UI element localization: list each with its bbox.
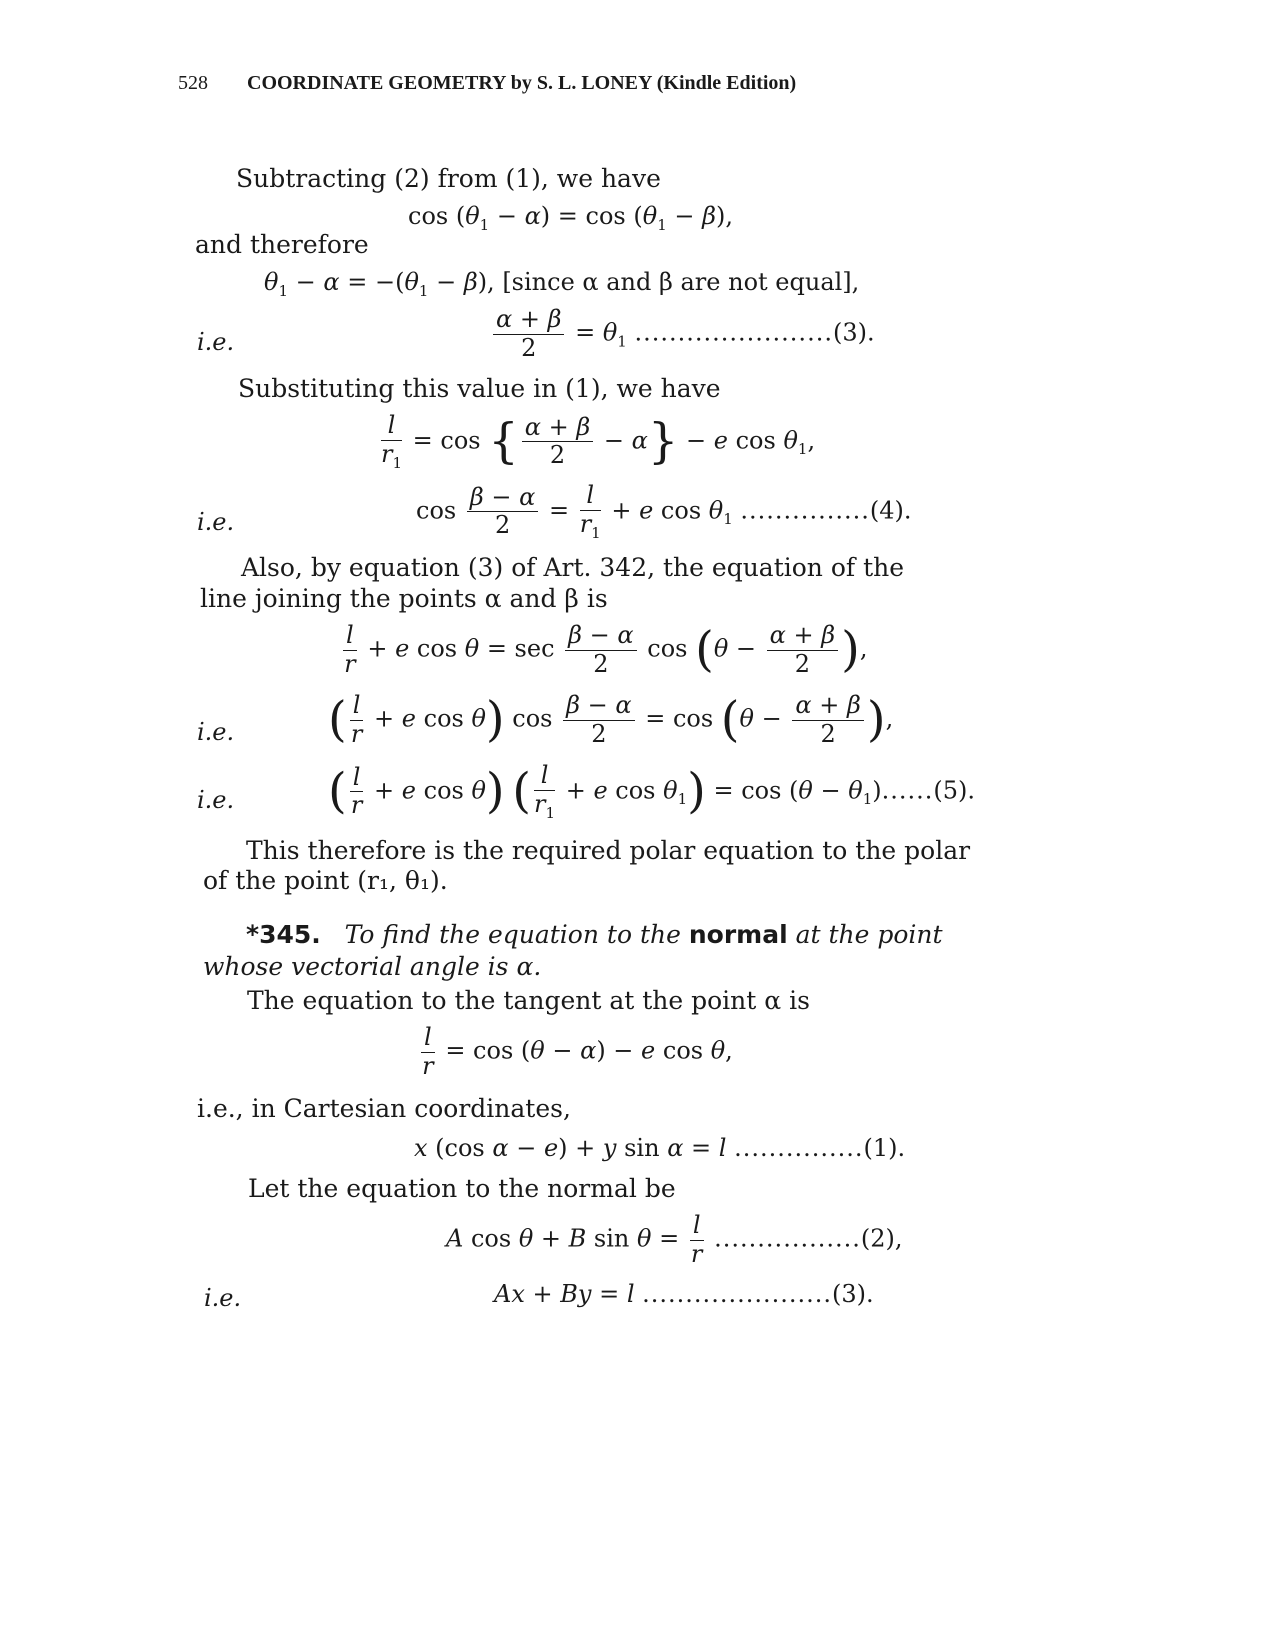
equation-number-5: (5). <box>933 776 976 805</box>
equation-2: A cos θ + B sin θ = $\frac{l}{r}$ .................(2), <box>446 1211 903 1268</box>
article-heading-line2: whose vectorial angle is α. <box>203 952 542 981</box>
article-heading <box>246 920 943 949</box>
since-note: [since α and β are not equal], <box>502 268 860 296</box>
paragraph-ie-cartesian: i.e., in Cartesian coordinates, <box>197 1094 571 1123</box>
article-heading-text-a: To find the equation to the <box>344 920 681 949</box>
paragraph-tangent: The equation to the tangent at the point α is <box>247 986 810 1015</box>
equation-number-3: (3). <box>832 318 875 347</box>
paragraph-this-line2: of the point (r₁, θ₁). <box>203 866 448 895</box>
article-heading-text-b: at the point <box>795 920 943 949</box>
paragraph-subtracting: Subtracting (2) from (1), we have <box>236 164 661 193</box>
article-number: *345. <box>246 920 321 949</box>
paragraph-let-normal: Let the equation to the normal be <box>248 1174 676 1203</box>
page-number: 528 <box>178 72 208 94</box>
equation-4: cos $\frac{\beta - \alpha}{2}$ = $\frac{l}{r_1}$ + e $\cos \theta_1$ ...............(4). <box>416 481 912 542</box>
equation-5: ( $\frac{l}{r}$ + e cos θ) ( $\frac{l}{r_1}$ + e $\cos \theta_1) = \cos (\theta - \theta_1)......(5)$. <box>328 761 976 822</box>
equation-3: $\frac{\alpha + \beta}{2}$ = $\theta_1$ .......................(3). <box>490 306 875 362</box>
paragraph-also-line2: line joining the points α and β is <box>200 584 608 613</box>
equation-theta-relation: $\theta_1 - \alpha = -(\theta_1 - \beta)$, [since α and β are not equal], <box>264 268 860 300</box>
paragraph-also-line1: Also, by equation (3) of Art. 342, the equation of the <box>241 553 905 582</box>
ie-label: i.e. <box>197 508 235 536</box>
ie-label: i.e. <box>204 1284 242 1312</box>
equation-1: x (cos α − e) + y sin α = l ...............(1). <box>414 1134 906 1162</box>
equation-number-2: (2), <box>860 1224 903 1253</box>
equation-tangent: $\frac{l}{r}$ = cos (θ − α) − e cos θ, <box>422 1023 733 1080</box>
equation-l-over-r1: $\frac{l}{r_1}$ = cos { $\frac{\alpha + \beta}{2}$ − α} − e $\cos \theta_1$, <box>381 411 816 472</box>
equation-cos-equal: $\cos (\theta_1 - \alpha) = \cos (\theta_1 - \beta)$, <box>408 202 733 234</box>
ie-label: i.e. <box>197 718 235 746</box>
paragraph-substituting: Substituting this value in (1), we have <box>238 374 721 403</box>
equation-chord: $\frac{l}{r}$ + e cos θ = sec $\frac{\beta - \alpha}{2}$ cos (θ − $\frac{\alpha + \beta}{2}$ ), <box>344 621 868 678</box>
equation-number-3b: (3). <box>832 1280 874 1308</box>
equation-number-1: (1). <box>863 1134 906 1162</box>
paragraph-and-therefore: and therefore <box>195 230 369 259</box>
paragraph-this-line1: This therefore is the required polar equation to the polar <box>246 836 971 865</box>
equation-number-4: (4). <box>869 496 912 525</box>
ie-label: i.e. <box>197 786 235 814</box>
article-heading-bold: normal <box>688 920 788 949</box>
running-title: COORDINATE GEOMETRY by S. L. LONEY (Kindle Edition) <box>247 72 797 94</box>
equation-3-cartesian: Ax + By = l ......................(3). <box>494 1280 874 1308</box>
ie-label: i.e. <box>197 328 235 356</box>
equation-chord-rearranged: ( $\frac{l}{r}$ + e cos θ) cos $\frac{\beta - \alpha}{2}$ = cos (θ − $\frac{\alpha + \beta}{2}$ ), <box>328 691 894 748</box>
